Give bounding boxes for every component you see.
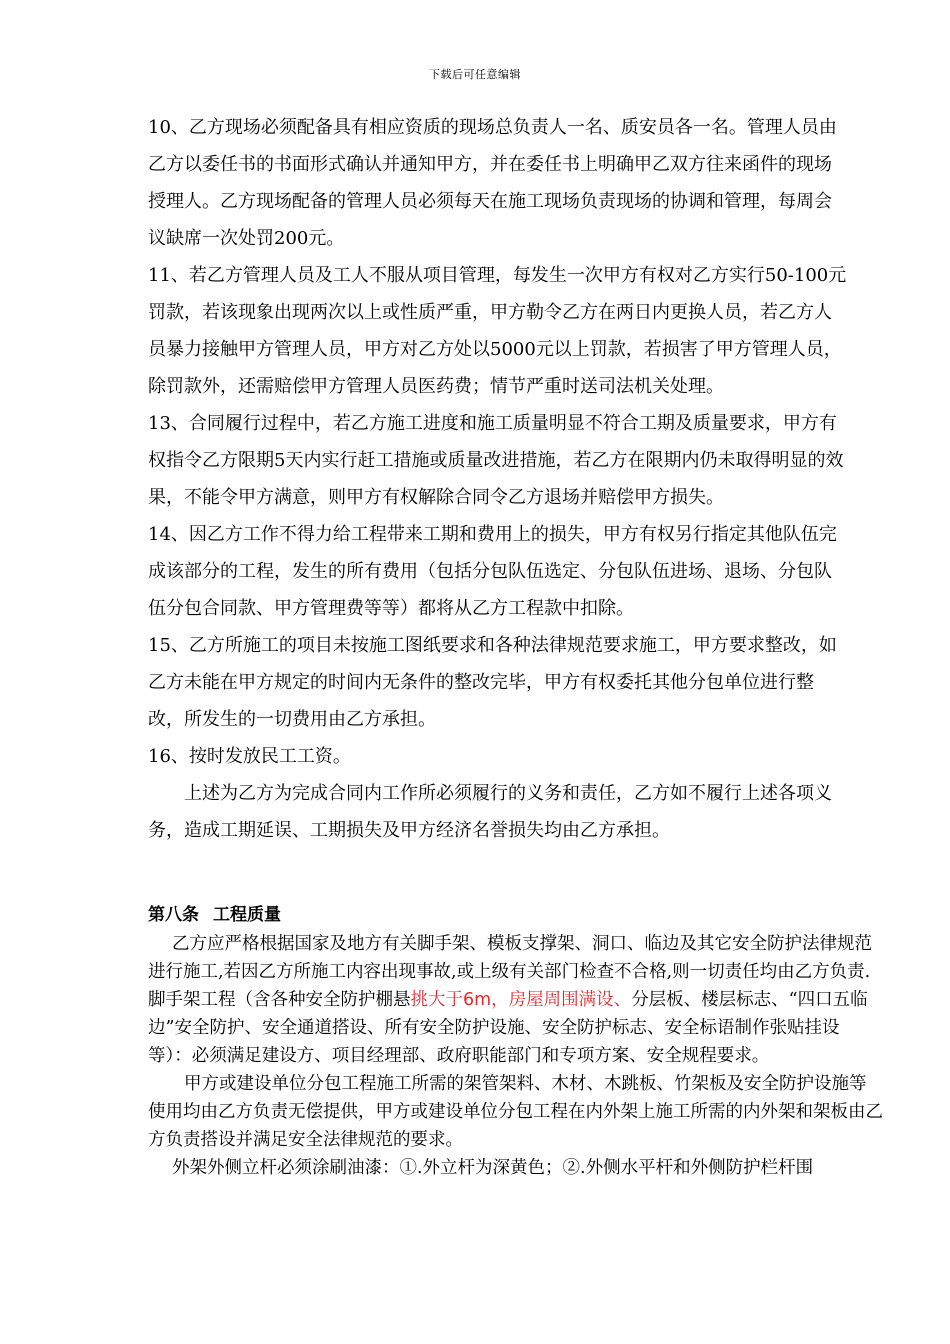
scaffold-paragraph	[148, 986, 883, 1070]
scaffold-text-a: 脚手架工程（含各种安全防护棚悬	[148, 990, 411, 1010]
quality-section	[148, 930, 883, 1182]
obligations-summary: 上述为乙方为完成合同内工作所必须履行的义务和责任，乙方如不履行上述各项义务，造成工期延误、工期损失及甲方经济名誉损失均由乙方承担。	[148, 783, 832, 841]
highlighted-text: 挑大于6m，房屋周围满设、	[410, 990, 632, 1010]
clause-16: 16、按时发放民工工资。	[148, 746, 351, 767]
page-header: 下载后可任意编辑	[429, 68, 521, 81]
clause-10: 10、乙方现场必须配备具有相应资质的现场总负责人一名、质安员各一名。管理人员由乙方以委任书的书面形式确认并通知甲方，并在委任书上明确甲乙双方往来函件的现场授理人。乙方现场配备的管理人员必须每天在施工现场负责现场的协调和管理，每周会议缺席一次处罚200元。	[148, 117, 837, 249]
obligations-section	[148, 109, 848, 849]
quality-paragraph-4: 外架外侧立杆必须涂刷油漆：①.外立杆为深黄色；②.外侧水平杆和外侧防护栏杆围	[172, 1158, 814, 1178]
clause-13: 13、合同履行过程中，若乙方施工进度和施工质量明显不符合工期及质量要求，甲方有权指令乙方限期5天内实行赶工措施或质量改进措施，若乙方在限期内仍未取得明显的效果，不能令甲方满意，则甲方有权解除合同令乙方退场并赔偿甲方损失。	[148, 413, 844, 508]
article-8-heading	[148, 900, 281, 925]
clause-15: 15、乙方所施工的项目未按施工图纸要求和各种法律规范要求施工，甲方要求整改，如乙方未能在甲方规定的时间内无条件的整改完毕，甲方有权委托其他分包单位进行整改，所发生的一切费用由乙方承担。	[148, 635, 837, 730]
article-number: 第八条	[148, 905, 199, 925]
quality-paragraph-3: 甲方或建设单位分包工程施工所需的架管架料、木材、木跳板、竹架板及安全防护设施等使用均由乙方负责无偿提供，甲方或建设单位分包工程在内外架上施工所需的内外架和架板由乙方负责搭设并满足安全法律规范的要求。	[148, 1074, 883, 1150]
scaffold-text-b: 分层板、楼层标志、“四口五临边”安全防护、安全通道搭设、所有安全防护设施、安全防护标志、安全标语制作张贴挂设等）：必须满足建设方、项目经理部、政府职能部门和专项方案、安全规程要求。	[148, 990, 868, 1066]
clause-11: 11、若乙方管理人员及工人不服从项目管理，每发生一次甲方有权对乙方实行50-100元罚款，若该现象出现两次以上或性质严重，甲方勒令乙方在两日内更换人员，若乙方人员暴力接触甲方管理人员，甲方对乙方处以5000元以上罚款，若损害了甲方管理人员，除罚款外，还需赔偿甲方管理人员医药费；情节严重时送司法机关处理。	[148, 265, 847, 397]
article-title: 工程质量	[213, 905, 281, 925]
quality-paragraph-1: 乙方应严格根据国家及地方有关脚手架、模板支撑架、洞口、临边及其它安全防护法律规范进行施工,若因乙方所施工内容出现事故,或上级有关部门检查不合格,则一切责任均由乙方负责.	[148, 934, 872, 982]
clause-14: 14、因乙方工作不得力给工程带来工期和费用上的损失，甲方有权另行指定其他队伍完成该部分的工程，发生的所有费用（包括分包队伍选定、分包队伍进场、退场、分包队伍分包合同款、甲方管理费等等）都将从乙方工程款中扣除。	[148, 524, 837, 619]
